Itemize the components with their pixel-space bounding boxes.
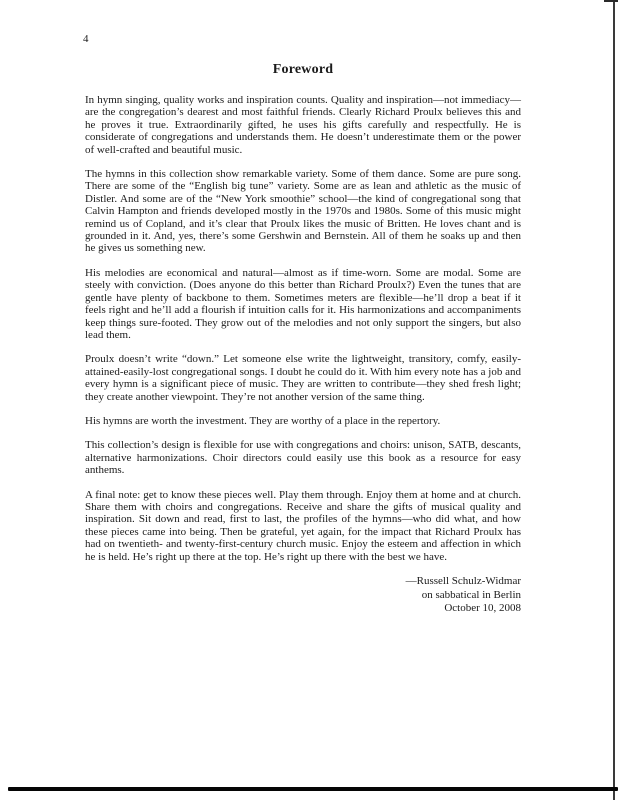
paragraph-2: The hymns in this collection show remarkable variety. Some of them dance. Some are pure song. There are some of the “English big tune” variety. Some are as lean and athletic as the music of Distler. And some are of the “New York smoothie” school—the kind of congregational song that Calvin Hampton and friends developed mostly in the 1970s and 1980s. Some of this music might remind us of Copland, and it’s clear that Proulx likes the music of Britten. He loves chant and is grounded in it. And, yes, there’s some Gershwin and Bernstein. All of them he soaks up and then he gives us something new. [85, 168, 521, 255]
paragraph-5: His hymns are worth the investment. They are worthy of a place in the repertory. [85, 414, 441, 427]
paragraph-4: Proulx doesn’t write “down.” Let someone else write the lightweight, transitory, comfy, easily-attained-easily-lost congregational songs. I doubt he could do it. With him every note has a job and every hymn is a significant piece of music. They are written to contribute—they shed fresh light; they create another viewpoint. They’re not another version of the same thing. [85, 353, 521, 403]
paragraph-3: His melodies are economical and natural—almost as if time-worn. Some are modal. Some are steely with conviction. (Does anyone do this better than Richard Proulx?) Even the tunes that are gentle have plenty of backbone to them. Sometimes meters are flexible—he’ll drop a beat if it feels right and he’ll add a flourish if intuition calls for it. His harmonizations and accompaniments keep things sure-footed. They grow out of the melodies and not only support the singers, but also lead them. [85, 266, 521, 341]
signature-date: October 10, 2008 [444, 602, 521, 614]
scan-edge-top-corner [604, 0, 618, 2]
page-content [85, 62, 521, 616]
signature-block [85, 575, 521, 616]
scan-edge-right [613, 0, 615, 800]
page-title: Foreword [272, 62, 334, 77]
signature-name: —Russell Schulz-Widmar [405, 575, 521, 587]
paragraph-6: This collection’s design is flexible for use with congregations and choirs: unison, SATB, descants, alternative harmonizations. Choir directors could easily use this book as a resource for easy anthems. [85, 439, 521, 477]
paragraph-1: In hymn singing, quality works and inspiration counts. Quality and inspiration—not immediacy—are the congregation’s dearest and most faithful friends. Clearly Richard Proulx believes this and he proves it true. Extraordinarily gifted, he uses his gifts carefully and respectfully. He is considerate of congregations and understands them. He doesn’t underestimate them or the power of well-crafted and beautiful music. [85, 94, 521, 156]
signature-location: on sabbatical in Berlin [421, 588, 521, 601]
page-number: 4 [83, 33, 89, 45]
scan-edge-bottom [8, 787, 618, 791]
paragraph-7: A final note: get to know these pieces well. Play them through. Enjoy them at home and at church. Share them with choirs and congregations. Receive and share the gifts of musical quality and inspiration. Sit down and read, first to last, the profiles of the hymns—who did what, and how these pieces came into being. Then be grateful, yet again, for the impact that Richard Proulx has had on twentieth- and twenty-first-century church music. Enjoy the esteem and affection in which he is held. He’s right up there at the top. He’s right up there with the best we have. [85, 488, 521, 563]
